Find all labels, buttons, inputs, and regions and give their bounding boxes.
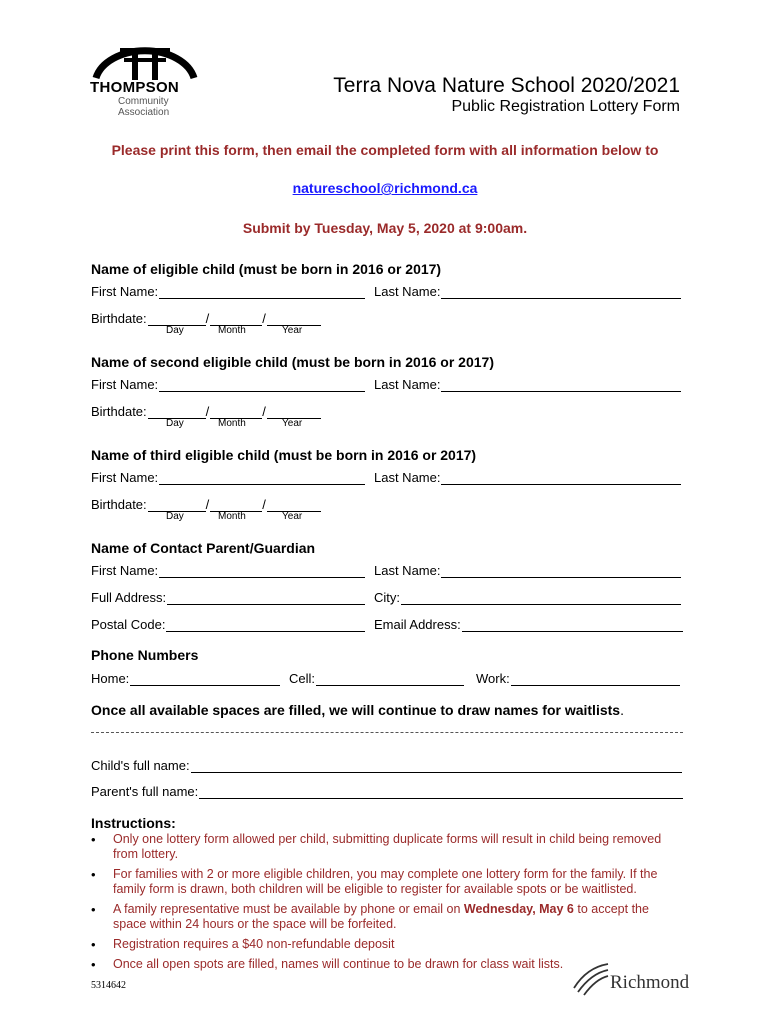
instruction-date: Wednesday, May 6 (463, 902, 574, 916)
child3-last-name-line[interactable] (441, 470, 681, 485)
submission-email-link[interactable]: natureschool@richmond.ca (292, 180, 478, 196)
child1-heading: Name of eligible child (must be born in 2016 or 2017) (91, 261, 442, 277)
waitlist-text: Once all available spaces are filled, we will continue to draw names for waitlists (91, 702, 621, 718)
slash: / (262, 311, 266, 326)
slash: / (205, 497, 210, 512)
child3-last-name-field[interactable] (374, 470, 681, 485)
logo-sub-association: Association (118, 107, 170, 118)
last-name-label: Last Name: (374, 377, 441, 392)
thompson-logo (90, 38, 200, 124)
first-name-label: First Name: (91, 563, 159, 578)
postal-code-line[interactable] (166, 617, 365, 632)
email-address-label: Email Address: (374, 617, 461, 632)
waitlist-notice (91, 702, 624, 718)
child1-month-line[interactable] (210, 311, 262, 326)
work-label: Work: (476, 671, 510, 686)
richmond-swoosh-icon (570, 958, 610, 998)
instruction-item: • For families with 2 or more eligible children, you may complete one lottery form for the family. If the family form is drawn, both children will be eligible to register for available spots or be waitlisted. (91, 867, 676, 897)
document-number: 5314642 (91, 980, 126, 991)
email-address-line[interactable] (462, 617, 683, 632)
child3-heading: Name of third eligible child (must be born in 2016 or 2017) (91, 447, 477, 463)
home-phone-field[interactable] (91, 671, 280, 686)
month-sublabel: Month (218, 418, 246, 429)
child3-month-line[interactable] (210, 497, 262, 512)
child1-birthdate-field[interactable] (91, 311, 321, 326)
slash: / (262, 404, 266, 419)
instructions-heading: Instructions: (91, 815, 176, 831)
contact-first-name-field[interactable] (91, 563, 365, 578)
city-field[interactable] (374, 590, 681, 605)
birthdate-label: Birthdate: (91, 311, 147, 326)
cell-phone-line[interactable] (316, 671, 464, 686)
child3-first-name-line[interactable] (159, 470, 365, 485)
richmond-logo (570, 958, 690, 998)
child2-birthdate-field[interactable] (91, 404, 321, 419)
month-sublabel: Month (218, 325, 246, 336)
year-sublabel: Year (282, 325, 303, 336)
city-line[interactable] (401, 590, 681, 605)
last-name-label: Last Name: (374, 563, 441, 578)
instruction-text: to accept the space within 24 hours or the space will be forfeited. (113, 902, 649, 931)
child3-day-line[interactable] (148, 497, 206, 512)
slash: / (262, 497, 266, 512)
child-full-name-label: Child's full name: (91, 758, 190, 773)
form-subtitle: Public Registration Lottery Form (451, 98, 680, 115)
cell-phone-field[interactable] (289, 671, 464, 686)
postal-code-field[interactable] (91, 617, 365, 632)
day-sublabel: Day (166, 418, 184, 429)
first-name-label: First Name: (91, 284, 159, 299)
month-sublabel: Month (218, 511, 246, 522)
instruction-text: A family representative must be available by phone or email on (113, 902, 464, 916)
waitlist-period: . (620, 702, 624, 718)
child2-first-name-line[interactable] (159, 377, 365, 392)
parent-full-name-line[interactable] (199, 784, 683, 799)
child-full-name-line[interactable] (191, 758, 682, 773)
child2-first-name-field[interactable] (91, 377, 365, 392)
full-address-line[interactable] (167, 590, 365, 605)
parent-full-name-label: Parent's full name: (91, 784, 199, 799)
instruction-item (91, 902, 676, 932)
logo-sub-community: Community (118, 96, 169, 107)
year-sublabel: Year (282, 418, 303, 429)
child2-year-line[interactable] (267, 404, 321, 419)
work-phone-line[interactable] (511, 671, 680, 686)
tear-off-divider (91, 732, 683, 733)
intro-instruction: Please print this form, then email the completed form with all information below to (111, 142, 659, 158)
child1-day-line[interactable] (148, 311, 206, 326)
first-name-label: First Name: (91, 470, 159, 485)
instructions-list (91, 832, 676, 977)
logo-name: THOMPSON (90, 79, 180, 96)
parent-full-name-field[interactable] (91, 784, 683, 799)
last-name-label: Last Name: (374, 470, 441, 485)
form-title: Terra Nova Nature School 2020/2021 (333, 74, 680, 97)
instruction-item: • Registration requires a $40 non-refundable deposit (91, 937, 676, 952)
work-phone-field[interactable] (476, 671, 680, 686)
slash: / (205, 311, 210, 326)
instruction-item: • Only one lottery form allowed per child, submitting duplicate forms will result in child being removed from lottery. (91, 832, 676, 862)
child3-year-line[interactable] (267, 497, 321, 512)
child1-first-name-field[interactable] (91, 284, 365, 299)
instruction-item: • Once all open spots are filled, names will continue to be drawn for class wait lists. (91, 957, 676, 972)
day-sublabel: Day (166, 325, 184, 336)
child2-last-name-line[interactable] (441, 377, 681, 392)
slash: / (205, 404, 210, 419)
first-name-label: First Name: (91, 377, 159, 392)
year-sublabel: Year (282, 511, 303, 522)
home-phone-line[interactable] (130, 671, 280, 686)
child2-day-line[interactable] (148, 404, 206, 419)
child2-heading: Name of second eligible child (must be born in 2016 or 2017) (91, 354, 494, 370)
child1-last-name-field[interactable] (374, 284, 681, 299)
full-address-label: Full Address: (91, 590, 167, 605)
child3-birthdate-field[interactable] (91, 497, 321, 512)
postal-code-label: Postal Code: (91, 617, 166, 632)
child1-first-name-line[interactable] (159, 284, 365, 299)
home-label: Home: (91, 671, 130, 686)
contact-last-name-field[interactable] (374, 563, 681, 578)
city-label: City: (374, 590, 400, 605)
email-address-field[interactable] (374, 617, 683, 632)
child1-year-line[interactable] (267, 311, 321, 326)
contact-first-name-line[interactable] (159, 563, 365, 578)
contact-heading: Name of Contact Parent/Guardian (91, 540, 316, 556)
birthdate-label: Birthdate: (91, 404, 147, 419)
child3-first-name-field[interactable] (91, 470, 365, 485)
thompson-t-arch-icon (90, 38, 200, 80)
birthdate-label: Birthdate: (91, 497, 147, 512)
child-full-name-field[interactable] (91, 758, 682, 773)
child2-last-name-field[interactable] (374, 377, 681, 392)
child2-month-line[interactable] (210, 404, 262, 419)
deadline-text: Submit by Tuesday, May 5, 2020 at 9:00am. (242, 220, 528, 236)
day-sublabel: Day (166, 511, 184, 522)
child1-last-name-line[interactable] (441, 284, 681, 299)
full-address-field[interactable] (91, 590, 365, 605)
cell-label: Cell: (289, 671, 316, 686)
last-name-label: Last Name: (374, 284, 441, 299)
contact-last-name-line[interactable] (441, 563, 681, 578)
phone-heading: Phone Numbers (91, 647, 199, 663)
richmond-wordmark: Richmond (610, 972, 690, 993)
